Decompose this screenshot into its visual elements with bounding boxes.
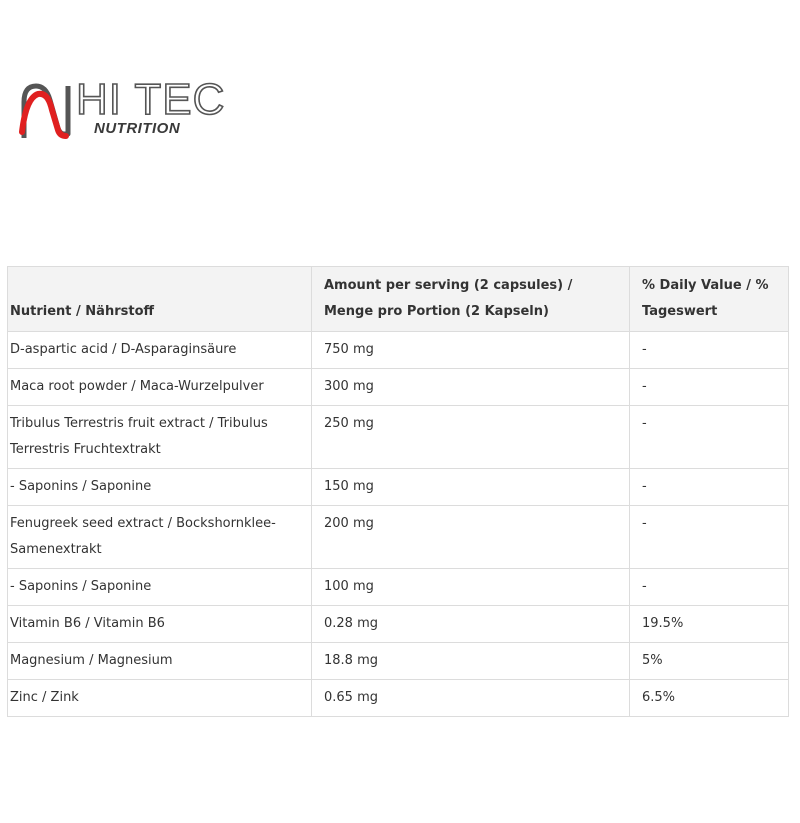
header-amount: Amount per serving (2 capsules) / Menge pro Portion (2 Kapseln) (312, 267, 630, 332)
table-row (8, 506, 789, 569)
table-row (8, 643, 789, 680)
daily-value-cell: 5% (630, 643, 789, 680)
header-row (8, 267, 789, 332)
amount-cell: 250 mg (312, 406, 630, 469)
amount-cell: 0.65 mg (312, 680, 630, 717)
nutrient-cell: Magnesium / Magnesium (8, 643, 312, 680)
table-row (8, 369, 789, 406)
nutrient-cell: Fenugreek seed extract / Bockshornklee-Samenextrakt (8, 506, 312, 569)
amount-cell: 300 mg (312, 369, 630, 406)
nutrient-cell: - Saponins / Saponine (8, 569, 312, 606)
nutrition-table-container (7, 266, 788, 717)
hitec-logo-mark-icon (18, 80, 78, 142)
daily-value-cell: - (630, 569, 789, 606)
amount-cell: 18.8 mg (312, 643, 630, 680)
table-row (8, 332, 789, 369)
daily-value-cell: 19.5% (630, 606, 789, 643)
table-row (8, 680, 789, 717)
table-body (8, 332, 789, 717)
table-row (8, 606, 789, 643)
daily-value-cell: 6.5% (630, 680, 789, 717)
daily-value-cell: - (630, 369, 789, 406)
table-header (8, 267, 789, 332)
nutrient-cell: - Saponins / Saponine (8, 469, 312, 506)
nutrient-cell: Vitamin B6 / Vitamin B6 (8, 606, 312, 643)
brand-logo (18, 75, 226, 146)
nutrient-cell: Zinc / Zink (8, 680, 312, 717)
amount-cell: 0.28 mg (312, 606, 630, 643)
daily-value-cell: - (630, 469, 789, 506)
amount-cell: 100 mg (312, 569, 630, 606)
daily-value-cell: - (630, 506, 789, 569)
header-daily-value: % Daily Value / % Tageswert (630, 267, 789, 332)
nutrient-cell: D-aspartic acid / D-Asparaginsäure (8, 332, 312, 369)
brand-name-top: HI TEC (76, 75, 226, 124)
table-row (8, 406, 789, 469)
header-nutrient: Nutrient / Nährstoff (8, 267, 312, 332)
daily-value-cell: - (630, 406, 789, 469)
table-row (8, 469, 789, 506)
table-row (8, 569, 789, 606)
nutrient-cell: Maca root powder / Maca-Wurzelpulver (8, 369, 312, 406)
daily-value-cell: - (630, 332, 789, 369)
amount-cell: 200 mg (312, 506, 630, 569)
nutrient-cell: Tribulus Terrestris fruit extract / Tribulus Terrestris Fruchtextrakt (8, 406, 312, 469)
brand-name-bottom: NUTRITION (94, 120, 181, 137)
nutrition-table (7, 266, 789, 717)
amount-cell: 750 mg (312, 332, 630, 369)
amount-cell: 150 mg (312, 469, 630, 506)
